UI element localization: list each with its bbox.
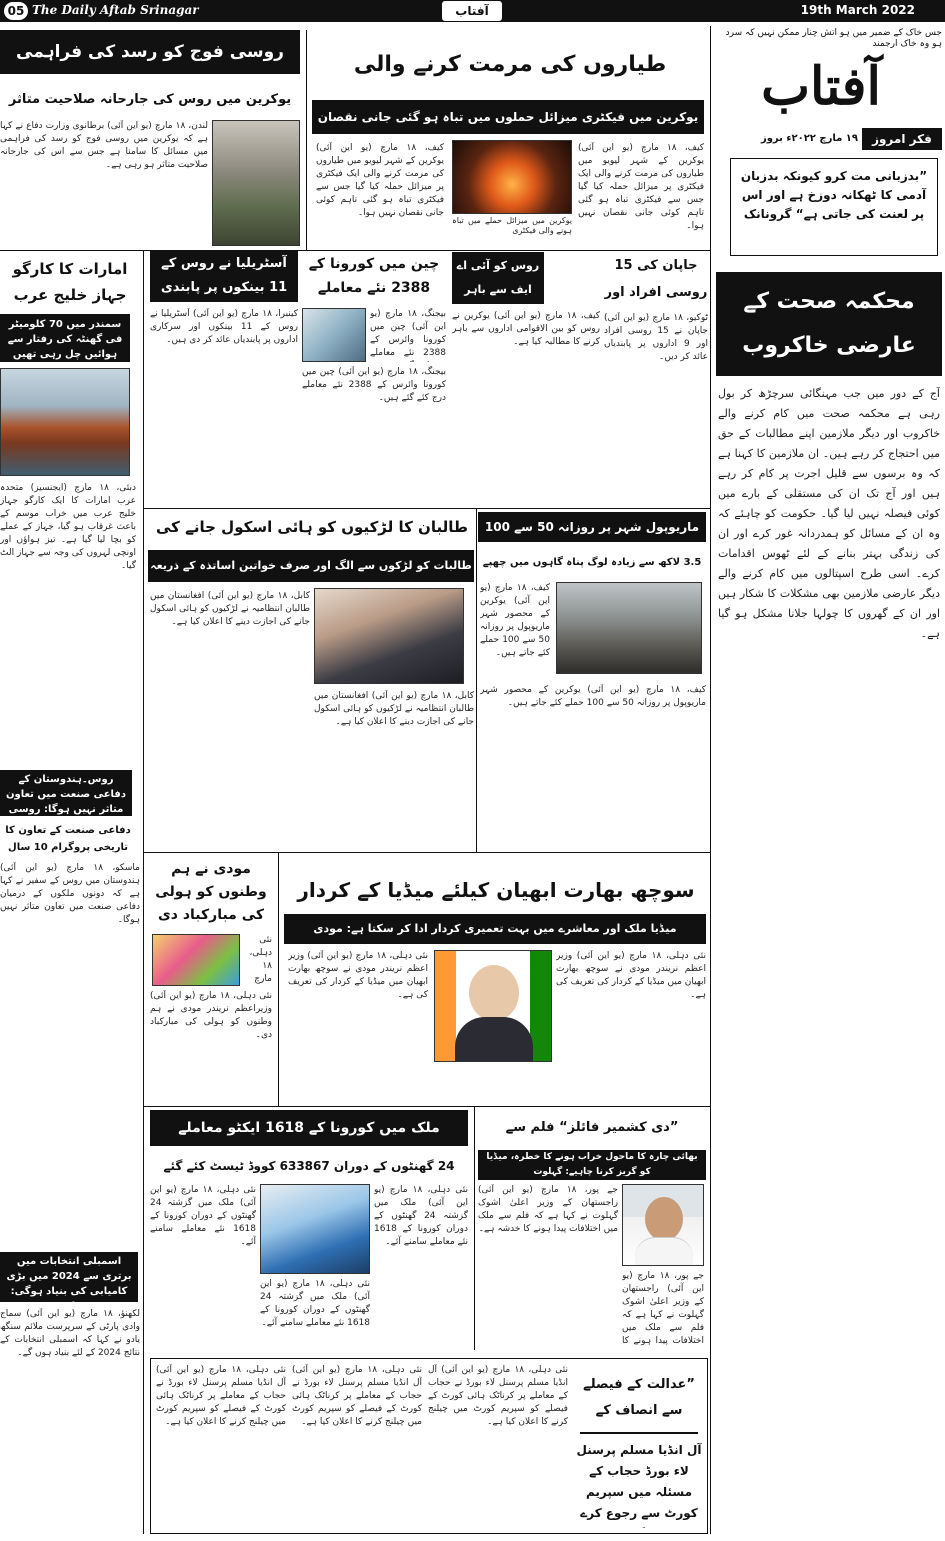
motto: جس خاک کے ضمیر میں ہو آتش چنار ممکن نہیں کہ سرد ہو وہ خاک ارجمند (725, 28, 942, 49)
elections-body: لکھنؤ، ۱۸ مارچ (یو این آئی) سماج وادی پارٹی کے سرپرست ملائم سنگھ یادو نے کہا کہ اسمبلی انتخابات کے نتائج 2024 کے لئے بنیاد ہوں گے۔ (0, 1309, 140, 1358)
mariupol-body-1: کیف، ۱۸ مارچ (یو این آئی) یوکرین کے محصور شہر ماریوپول پر روزانہ 50 سے 100 حملے کئے جاتے ہیں۔ (480, 583, 550, 658)
ship-subhead: سمندر میں 70 کلومیٹر فی گھنٹہ کی رفتار سے ہوائیں چل رہی تھیں (0, 314, 130, 362)
editorial-body: آج کے دور میں جب مہنگائی سرچڑھ کر بول رہی ہے محکمہ صحت میں کام کرنے والے خاکروب اور دیگر ملازمین اپنے مطالبات کے حق میں احتجاج کر رہے ہیں۔ ان ملازمین کا کہنا ہے کہ وہ برسوں سے قلیل اجرت پر کام کر رہے ہیں اور آج تک ان کی مستقلی کے بارے میں کوئی فیصلہ نہیں لیا گیا۔ حکومت کو چاہئے کہ وہ ان کے مسائل کو ہمدردانہ غور کرے اور ان کی زندگی بہتر بنانے کے لئے ٹھوس اقدامات کرے۔ اسی طرح اسپتالوں میں کام کرنے والے دیگر عارضی ملازمین بھی مشکلات کا شکار ہیں اور ان کے گھروں کا چولہا جلانا مشکل ہو گیا ہے۔ (718, 387, 940, 640)
swachh-body-2: نئی دہلی، ۱۸ مارچ (یو این آئی) وزیر اعظم نریندر مودی نے سوچھ بھارت ابھیان میں میڈیا کے کردار کی تعریف کی ہے۔ (556, 951, 706, 1000)
japan-body: ٹوکیو، ۱۸ مارچ (یو این آئی) جاپان نے 15 روسی افراد اور 9 اداروں پر پابندیاں عائد کر دیں۔ (604, 313, 708, 362)
holi-body-1: نئی دہلی، ۱۸ مارچ (249, 935, 272, 984)
row-rule (0, 250, 710, 251)
mariupol-photo (556, 582, 702, 674)
taliban-body-1: کابل، ۱۸ مارچ (یو این آئی) افغانستان میں طالبان انتظامیہ نے لڑکیوں کو ہائی اسکول جانے کی اجازت دینے کا اعلان کیا ہے۔ (150, 591, 310, 627)
column-rule (143, 250, 144, 1534)
factory-headline: طیاروں کی مرمت کرنے والی (353, 52, 667, 77)
column-rule (474, 1106, 475, 1350)
kashmir-headline: ”دی کشمیر فائلز“ فلم سے (505, 1120, 679, 1135)
paper-name: The Daily Aftab Srinagar (32, 3, 199, 17)
issue-date: 19th March 2022 (800, 3, 915, 17)
factory-body-1: کیف، ۱۸ مارچ (یو این آئی) یوکرین کے شہر لیویو میں طیاروں کی مرمت کرنے والی ایک فیکٹری پر میزائل حملہ کیا گیا جس سے فیکٹری تباہ ہو گئی تاہم کوئی جانی نقصان نہیں ہوا۔ (316, 143, 444, 218)
covid-test-photo-small (302, 308, 366, 362)
japan-headline: جاپان کی 15 روسی افراد اور (604, 258, 708, 300)
covid-swab-photo (260, 1184, 370, 1274)
swachh-body-1: نئی دہلی، ۱۸ مارچ (یو این آئی) وزیر اعظم نریندر مودی نے سوچھ بھارت ابھیان میں میڈیا کے کردار کی تعریف کی ہے۔ (288, 951, 428, 1000)
modi-photo (434, 950, 552, 1062)
fikr-date: ۱۹ مارچ ۲۰۲۲ء بروز (760, 133, 858, 144)
taliban-body-2: کابل، ۱۸ مارچ (یو این آئی) افغانستان میں طالبان انتظامیہ نے لڑکیوں کو ہائی اسکول جانے کی اجازت دینے کا اعلان کیا ہے۔ (314, 691, 474, 727)
covid-body-3: نئی دہلی، ۱۸ مارچ (یو این آئی) ملک میں گزشتہ 24 گھنٹوں کے دوران کورونا کے 1618 نئے معاملے سامنے آئے۔ (374, 1185, 468, 1247)
hijab-quote: ”عدالت کے فیصلے سے انصاف کے (583, 1377, 695, 1418)
ship-photo (0, 368, 130, 476)
china-body-1: بیجنگ، ۱۸ مارچ (یو این آئی) چین میں کورونا وائرس کے 2388 نئے معاملے (370, 309, 446, 358)
portrait-body (635, 1237, 693, 1266)
taliban-headline: طالبان کا لڑکیوں کو ہائی اسکول جانے کی (155, 518, 469, 536)
russia-headline: روسی فوج کو رسد کی فراہمی (0, 30, 300, 74)
australia-headline: آسٹریلیا نے روس کے 11 بینکوں پر پابندی (150, 250, 298, 302)
mariupol-body-2: کیف، ۱۸ مارچ (یو این آئی) یوکرین کے محصور شہر ماریوپول پر روزانہ 50 سے 100 حملے کئے جاتے ہیں۔ (480, 685, 706, 708)
swachh-subhead: میڈیا ملک اور معاشرے میں بہت تعمیری کردار ادا کر سکتا ہے: مودی (284, 914, 706, 944)
russia-body: لندن، ۱۸ مارچ (یو این آئی) برطانوی وزارت دفاع نے کہا ہے کہ یوکرین میں روسی فوج کو رسد کی فراہمی میں مسائل کا سامنا ہے جس سے اس کی جارحانہ صلاحیت متاثر ہو رہی ہے۔ (0, 121, 208, 170)
taliban-subhead: طالبات کو لڑکوں سے الگ اور صرف خواتین اساتذہ کے ذریعہ (148, 550, 474, 582)
hijab-body-2: نئی دہلی، ۱۸ مارچ (یو این آئی) آل انڈیا مسلم پرسنل لاء بورڈ نے حجاب کے معاملے پر کرناٹک ہائی کورٹ کے فیصلے کو سپریم کورٹ میں چیلنج کرنے کا اعلان کیا ہے۔ (292, 1365, 422, 1427)
covid-body-1: نئی دہلی، ۱۸ مارچ (یو این آئی) ملک میں گزشتہ 24 گھنٹوں کے دوران کورونا کے 1618 نئے معاملے سامنے آئے۔ (150, 1185, 256, 1247)
portrait-face (645, 1197, 683, 1241)
covid-subhead: 24 گھنٹوں کے دوران 633867 کووڈ ٹیسٹ کئے گئے (163, 1159, 455, 1173)
mariupol-headline: ماریوپول شہر پر روزانہ 50 سے 100 (478, 512, 706, 542)
logo: آفتاب (761, 56, 881, 117)
top-bar (0, 0, 945, 22)
australia-body: کینبرا، ۱۸ مارچ (یو این آئی) آسٹریلیا نے روس کے 11 بینکوں اور سرکاری اداروں پر پابندیاں عائد کر دی ہیں۔ (150, 309, 298, 345)
fikr-label: فکر امروز (862, 128, 942, 150)
portrait-face (469, 965, 519, 1021)
gehlot-photo (622, 1184, 704, 1266)
elections-headline: اسمبلی انتخابات میں برتری سے 2024 میں بڑی کامیابی کی بنیاد ہوگی: (0, 1252, 138, 1302)
factory-fire-photo (452, 140, 572, 214)
soldiers-photo (212, 120, 300, 246)
page-number: 05 (4, 2, 28, 20)
holi-headline: مودی نے ہم وطنوں کو ہولی کی مبارکباد دی (155, 861, 267, 923)
russia-subhead: یوکرین میں روس کی جارحانہ صلاحیت متاثر (8, 92, 292, 107)
masthead-small: آفتاب (442, 1, 502, 21)
kashmir-subhead: بھائی چارہ کا ماحول خراب ہونے کا خطرہ، میڈیا کو گریز کرنا چاہیے: گہلوت (478, 1150, 706, 1180)
covid-headline: ملک میں کورونا کے 1618 ایکٹو معاملے (150, 1110, 468, 1146)
column-rule (278, 852, 279, 1106)
row-rule (144, 852, 710, 853)
defence-body: ماسکو، ۱۸ مارچ (یو این آئی) ہندوستان میں روس کے سفیر نے کہا ہے کہ دونوں ملکوں کے درمیان دفاعی صنعت میں تعاون متاثر نہیں ہوگا۔ (0, 863, 140, 925)
column-rule (476, 508, 477, 852)
iaf-body: کیف، ۱۸ مارچ (یو این آئی) یوکرین نے روس کو بین الاقوامی اداروں سے باہر کرنے کا مطالبہ کیا ہے۔ (452, 311, 600, 347)
row-rule (144, 508, 710, 509)
covid-body-2: نئی دہلی، ۱۸ مارچ (یو این آئی) ملک میں گزشتہ 24 گھنٹوں کے دوران کورونا کے 1618 نئے معاملے سامنے آئے۔ (260, 1279, 370, 1328)
holi-photo (152, 934, 240, 986)
mariupol-subhead: 3.5 لاکھ سے زیادہ لوگ پناہ گاہوں میں چھپے (482, 557, 702, 568)
column-rule (710, 26, 711, 1534)
china-body-2: بیجنگ، ۱۸ مارچ (یو این آئی) چین میں کورونا وائرس کے 2388 نئے معاملے درج کئے گئے ہیں۔ (302, 367, 446, 403)
ship-body: دبئی، ۱۸ مارچ (ایجنسیز) متحدہ عرب امارات کا ایک کارگو جہاز خلیج عرب میں خراب موسم کے باعث غرقاب ہو گیا، جہاز کے عملے کو بچا لیا گیا ہے۔ تیز ہواؤں اور اونچی لہروں کی وجہ سے جہاز الٹ گیا۔ (0, 483, 136, 571)
factory-caption: یوکرین میں میزائل حملے میں تباہ ہونے والی فیکٹری (452, 216, 572, 235)
kashmir-body: جے پور، ۱۸ مارچ (یو این آئی) راجستھان کے وزیر اعلیٰ اشوک گہلوت نے کہا ہے کہ فلم سے ملک میں اختلافات پیدا ہونے کا خدشہ ہے۔ (478, 1185, 618, 1234)
row-rule (144, 1106, 710, 1107)
defence-subhead: دفاعی صنعت کے تعاون کا تاریخی پروگرام 10 سال (5, 825, 131, 853)
divider (580, 1432, 698, 1434)
defence-headline: روس۔ہندوستان کے دفاعی صنعت میں تعاون متاثر نہیں ہوگا: روسی (0, 770, 132, 816)
quote-box: ”بدزبانی مت کرو کیونکہ بدزبان آدمی کا ٹھکانہ دوزخ ہے اور اس پر لعنت کی جاتی ہے“ گرونانک (730, 158, 938, 256)
factory-subhead: یوکرین میں فیکٹری میزائل حملوں میں تباہ ہو گئی جانی نقصان (312, 100, 704, 134)
students-photo (314, 588, 464, 684)
swachh-headline: سوچھ بھارت ابھیان کیلئے میڈیا کے کردار (297, 878, 695, 902)
china-headline: چین میں کورونا کے 2388 نئے معاملے (308, 256, 440, 296)
hijab-body-1: نئی دہلی، ۱۸ مارچ (یو این آئی) آل انڈیا مسلم پرسنل لاء بورڈ نے حجاب کے معاملے پر کرناٹک ہائی کورٹ کے فیصلے کو سپریم کورٹ میں چیلنج کرنے کا اعلان کیا ہے۔ (156, 1365, 286, 1427)
hijab-body-3: نئی دہلی، ۱۸ مارچ (یو این آئی) آل انڈیا مسلم پرسنل لاء بورڈ نے حجاب کے معاملے پر کرناٹک ہائی کورٹ کے فیصلے کو سپریم کورٹ میں چیلنج کرنے کا اعلان کیا ہے۔ (428, 1365, 568, 1427)
holi-body-2: نئی دہلی، ۱۸ مارچ (یو این آئی) وزیراعظم نریندر مودی نے ہم وطنوں کو ہولی کی مبارکباد دی۔ (150, 991, 272, 1040)
kashmir-body-2: جے پور، ۱۸ مارچ (یو این آئی) راجستھان کے وزیر اعلیٰ اشوک گہلوت نے کہا ہے کہ فلم سے ملک میں اختلافات پیدا ہونے کا (622, 1271, 704, 1346)
iaf-headline: روس کو آئی اے ایف سے باہر (452, 252, 544, 304)
column-rule (306, 30, 307, 250)
portrait-body (455, 1017, 533, 1062)
factory-body-2: کیف، ۱۸ مارچ (یو این آئی) یوکرین کے شہر لیویو میں طیاروں کی مرمت کرنے والی ایک فیکٹری پر میزائل حملہ کیا گیا جس سے فیکٹری تباہ ہو گئی تاہم کوئی جانی نقصان نہیں ہوا۔ (578, 143, 704, 231)
ship-headline: امارات کا کارگو جہاز خلیج عرب (12, 260, 128, 304)
hijab-headline: آل انڈیا مسلم پرسنل لاء بورڈ حجاب کے مسئلہ میں سپریم کورٹ سے رجوع کرے (576, 1443, 702, 1520)
editorial-title: محکمہ صحت کے عارضی خاکروب (716, 272, 942, 376)
